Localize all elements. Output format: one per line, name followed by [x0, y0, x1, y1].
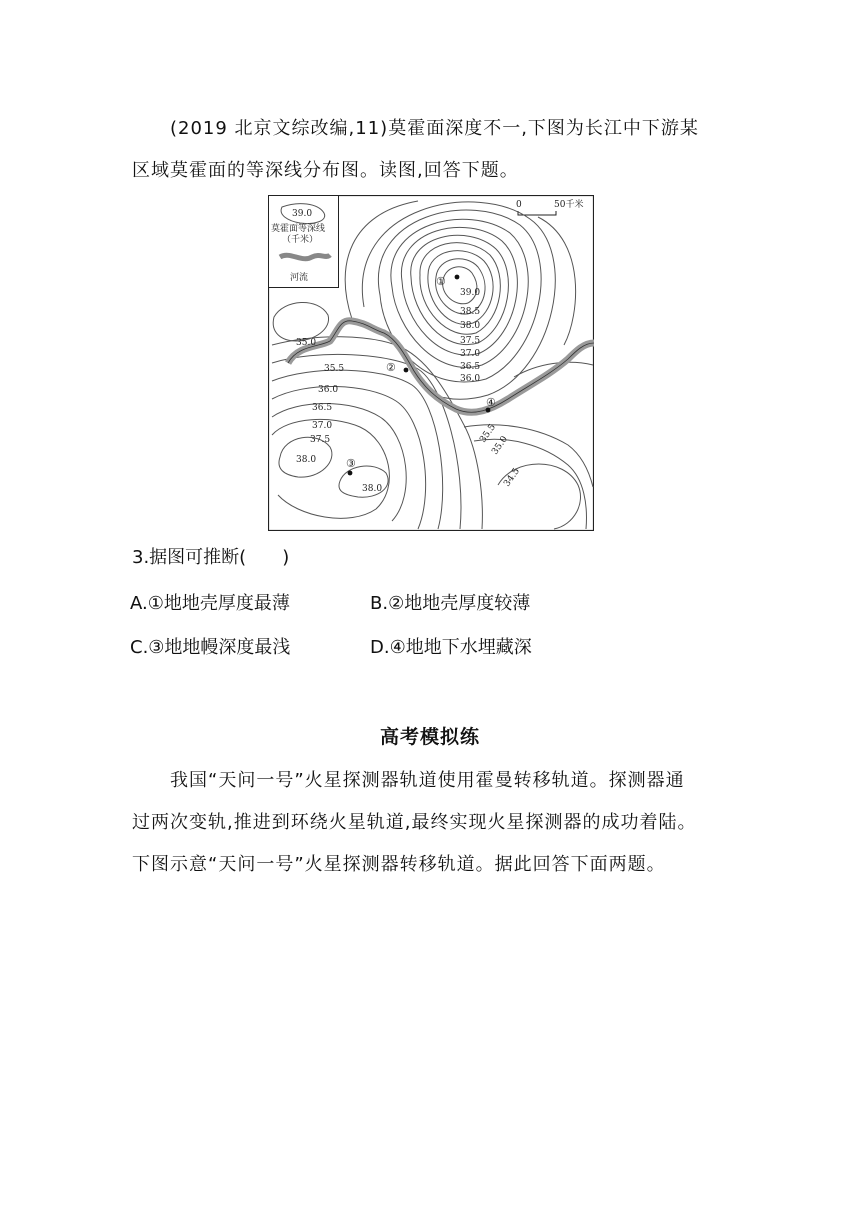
intro-line-2: 区域莫霍面的等深线分布图。读图,回答下题。: [132, 160, 519, 181]
contour-label: 38.0: [460, 321, 481, 331]
point-2-label: ②: [386, 361, 396, 374]
option-d[interactable]: D.④地地下水埋藏深: [370, 637, 532, 658]
passage-line-1: 我国“天问一号”火星探测器轨道使用霍曼转移轨道。探测器通: [132, 770, 685, 791]
passage-line-2: 过两次变轨,推进到环绕火星轨道,最终实现火星探测器的成功着陆。: [132, 812, 697, 833]
option-c[interactable]: C.③地地幔深度最浅: [130, 637, 291, 658]
scale-zero: 0: [516, 200, 522, 210]
point-4-label: ④: [486, 396, 496, 409]
question-stem: 3.据图可推断( ): [132, 547, 290, 568]
point-3-dot: [348, 471, 353, 476]
point-1-label: ①: [436, 275, 446, 288]
contour-label: 38.5: [460, 307, 481, 317]
point-3-label: ③: [346, 457, 356, 470]
option-a[interactable]: A.①地地壳厚度最薄: [130, 593, 290, 614]
legend-contour-value: 39.0: [292, 209, 313, 219]
contour-label: 39.0: [460, 288, 481, 298]
scale-value: 50千米: [554, 200, 584, 210]
section-heading: 高考模拟练: [379, 726, 480, 748]
legend-river-label: 河流: [290, 273, 309, 283]
contour-label: 37.0: [460, 349, 481, 359]
contour-label: 36.0: [318, 385, 339, 395]
moho-contour-map: [268, 195, 594, 531]
point-1-dot: [455, 275, 460, 280]
contour-label: 36.5: [460, 362, 481, 372]
contour-label: 37.5: [310, 435, 331, 445]
contour-label: 35.5: [324, 364, 345, 374]
contour-label: 36.5: [312, 403, 333, 413]
contour-label: 34.5: [502, 466, 522, 489]
map-legend: [269, 196, 339, 288]
contour-label: 35.5: [478, 422, 498, 445]
intro-paragraph: [132, 108, 752, 192]
contour-label: 38.0: [296, 455, 317, 465]
contour-label: 37.5: [460, 336, 481, 346]
point-2-dot: [404, 368, 409, 373]
contour-label: 38.0: [362, 484, 383, 494]
option-b[interactable]: B.②地地壳厚度较薄: [370, 593, 531, 614]
contour-label: 35.0: [490, 434, 510, 457]
passage-paragraph: [132, 760, 752, 886]
legend-title-line2: （千米）: [282, 235, 319, 245]
contour-label: 35.0: [296, 338, 317, 348]
contour-label: 37.0: [312, 421, 333, 431]
contour-label: 36.0: [460, 374, 481, 384]
legend-title-line1: 莫霍面等深线: [271, 224, 326, 234]
intro-line-1: (2019 北京文综改编,11)莫霍面深度不一,下图为长江中下游某: [170, 118, 699, 139]
passage-line-3: 下图示意“天问一号”火星探测器转移轨道。据此回答下面两题。: [132, 854, 666, 875]
